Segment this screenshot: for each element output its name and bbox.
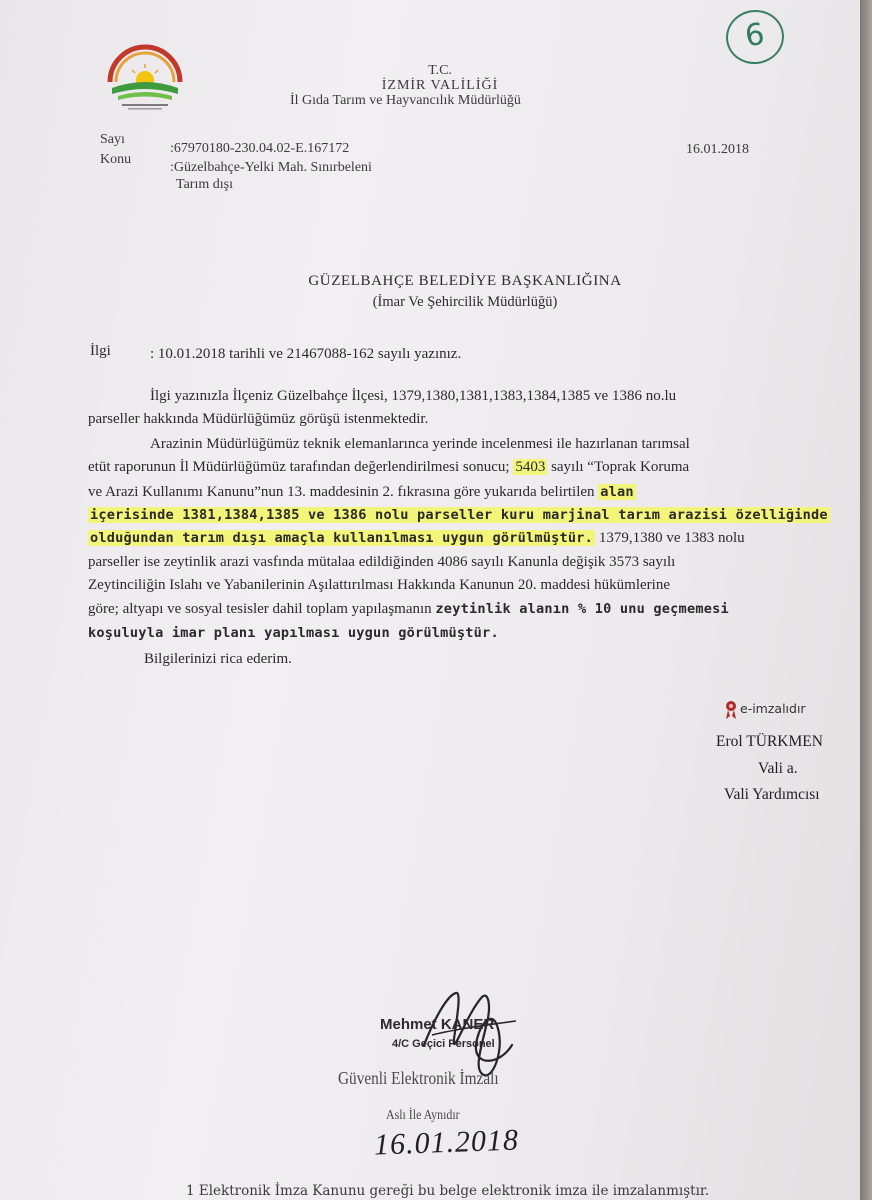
text-segment: ve Arazi Kullanımı Kanunu”nun 13. maddesinin 2. fıkrasına göre yukarıda belirtilen	[88, 484, 599, 500]
certifier-role: 4/C Geçici Personel	[392, 1038, 495, 1050]
paragraph-1-line-2: parseller hakkında Müdürlüğümüz görüşü istenmektedir.	[88, 411, 429, 427]
paragraph-1-line-1: İlgi yazınızla İlçeniz Güzelbahçe İlçesi, 1379,1380,1381,1383,1384,1385 ve 1386 no.lu	[150, 388, 677, 404]
bold-text: koşuluyla imar planı yapılması uygun görülmüştür.	[88, 625, 499, 641]
certifier-name: Mehmet KANER	[380, 1016, 495, 1033]
text-segment: göre; altyapı ve sosyal tesisler dahil toplam yapılaşmanın	[88, 601, 436, 617]
text-segment: 1379,1380 ve 1383 nolu	[595, 530, 745, 546]
document-date: 16.01.2018	[686, 142, 749, 157]
sayi-value: :67970180-230.04.02-E.167172	[170, 141, 350, 156]
paragraph-2-line-1: Arazinin Müdürlüğümüz teknik elemanlarınca yerinde incelenmesi ile hazırlanan tarımsal	[150, 436, 690, 452]
ilgi-value: : 10.01.2018 tarihli ve 21467088-162 sayılı yazınız.	[150, 346, 462, 362]
paragraph-2-line-9	[88, 622, 499, 645]
paragraph-2-line-5	[88, 527, 745, 550]
text-segment: etüt raporunun İl Müdürlüğümüz tarafından değerlendirilmesi sonucu;	[88, 459, 514, 475]
handwritten-date: 16.01.2018	[373, 1123, 520, 1162]
secure-signature-stamp: Güvenli Elektronik İmzalı	[338, 1068, 499, 1088]
e-signature-label: e-imzalıdır	[740, 701, 806, 716]
signatory-role-2: Vali Yardımcısı	[724, 786, 820, 803]
highlighted-law-number: 5403	[515, 459, 546, 475]
header-department: İl Gıda Tarım ve Hayvancılık Müdürlüğü	[290, 93, 521, 108]
e-signature-ribbon-icon	[724, 700, 738, 720]
bold-text: zeytinlik alanın % 10 unu geçmemesi	[435, 601, 729, 617]
ilgi-label: İlgi	[90, 343, 111, 359]
paragraph-2-line-7: Zeytinciliğin Islahı ve Yabanilerinin Aşılattırılması Hakkında Kanunun 20. maddesi hükümlerine	[88, 577, 670, 593]
highlighted-text: alan	[600, 484, 634, 500]
true-copy-stamp: Aslı İle Aynıdır	[386, 1108, 460, 1123]
recipient-title: GÜZELBAHÇE BELEDİYE BAŞKANLIĞINA	[308, 273, 622, 289]
ministry-logo	[104, 40, 186, 112]
konu-value-line2: Tarım dışı	[176, 177, 233, 192]
paragraph-2-line-4	[88, 504, 830, 527]
paragraph-2-line-3	[88, 481, 636, 504]
header-tc: T.C.	[428, 63, 452, 78]
paragraph-2-line-2	[88, 456, 689, 479]
sayi-label: Sayı	[100, 132, 125, 147]
konu-label: Konu	[100, 152, 132, 167]
signatory-name: Erol TÜRKMEN	[716, 733, 823, 750]
paragraph-2-line-8	[88, 598, 729, 621]
signatory-role-1: Vali a.	[758, 760, 798, 777]
konu-value: :Güzelbahçe-Yelki Mah. Sınırbeleni	[170, 160, 372, 175]
page-edge	[860, 0, 872, 1200]
page-number-handwritten: 6	[723, 6, 788, 68]
header-authority: İZMİR VALİLİĞİ	[381, 78, 499, 93]
paragraph-2-line-6: parseller ise zeytinlik arazi vasfında mütalaa edildiğinden 4086 sayılı Kanunla değişik 3573 sayılı	[88, 554, 676, 570]
highlighted-text: içerisinde 1381,1384,1385 ve 1386 nolu parseller kuru marjinal tarım arazisi özelliğinde	[90, 507, 828, 523]
footer-note: 1 Elektronik İmza Kanunu gereği bu belge elektronik imza ile imzalanmıştır.	[186, 1183, 710, 1199]
highlighted-text: olduğundan tarım dışı amaçla kullanılması uygun görülmüştür.	[90, 530, 594, 546]
paragraph-3: Bilgilerinizi rica ederim.	[144, 651, 292, 667]
recipient-subtitle: (İmar Ve Şehircilik Müdürlüğü)	[372, 294, 558, 310]
text-segment: sayılı “Toprak Koruma	[547, 459, 690, 475]
